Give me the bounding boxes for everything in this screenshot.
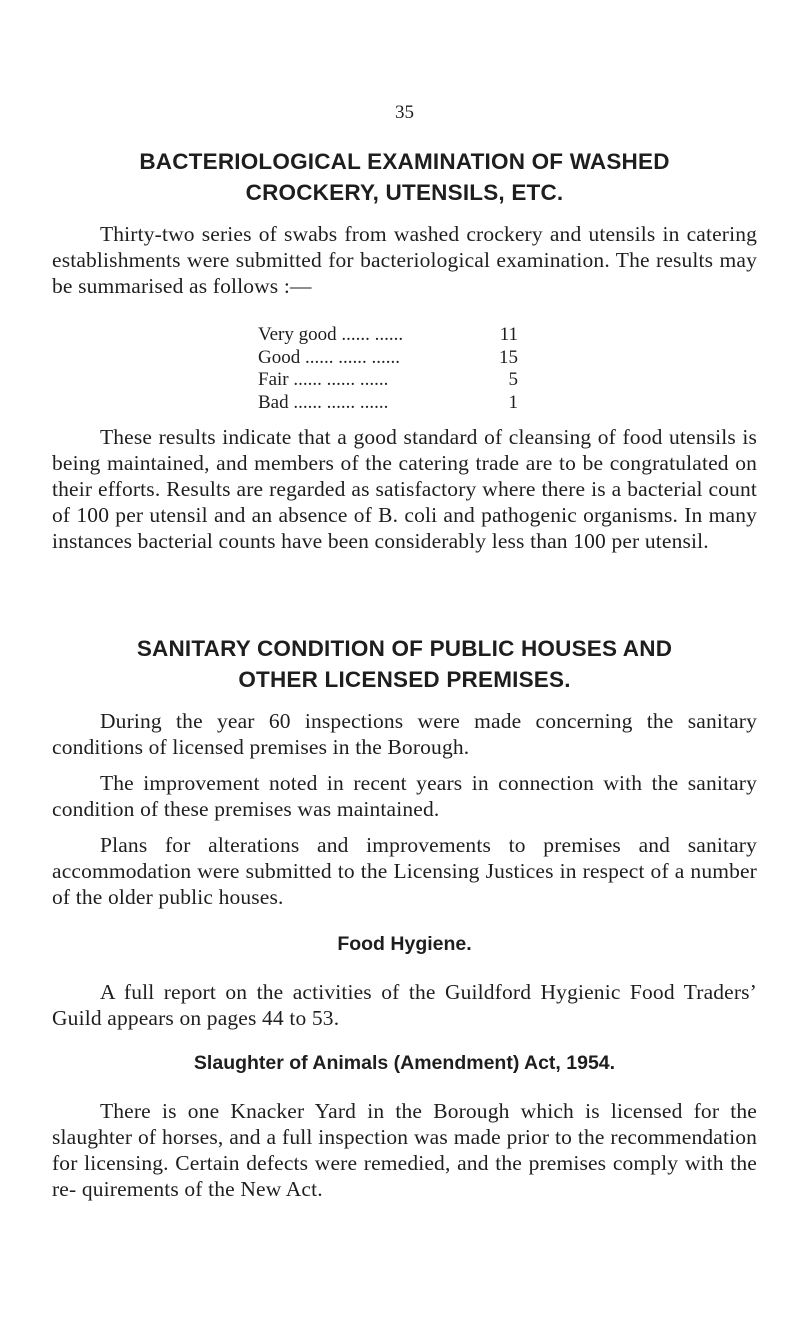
page-number: 35 [395,102,414,123]
conclusion-paragraph: These results indicate that a good standard of cleansing of food utensils is being maintained, and members of the catering trade are to be congratulated on their efforts. Results are regarded as satisfactory where there is a bacterial count of 100 per utensil and an absence of B. coli and pathogenic organisms. In many instances bacterial counts have been considerably less than 100 per utensil. [52,425,757,553]
result-value: 5 [508,369,518,390]
food-hygiene-paragraph: A full report on the activities of the Guildford Hygienic Food Traders’ Guild appears on pages 44 to 53. [52,980,757,1030]
result-row-good [258,347,518,370]
heading-line-1: BACTERIOLOGICAL EXAMINATION OF WASHED [139,149,670,174]
improvement-paragraph: The improvement noted in recent years in connection with the sanitary condition of these premises was maintained. [52,771,757,821]
inspections-paragraph: During the year 60 inspections were made concerning the sanitary conditions of licensed premises in the Borough. [52,709,757,759]
result-value: 11 [499,324,518,345]
heading-line-2: CROCKERY, UTENSILS, ETC. [245,180,564,205]
result-value: 1 [508,391,518,413]
slaughter-act-heading: Slaughter of Animals (Amendment) Act, 1954. [193,1052,616,1074]
plans-paragraph: Plans for alterations and improvements to premises and sanitary accommodation were submitted to the Licensing Justices in respect of a number of the older public houses. [52,833,757,909]
result-label: Good ...... ...... ...... [258,346,400,368]
result-label: Very good ...... ...... [258,324,404,345]
result-row-fair [258,369,518,392]
result-row-bad [258,392,518,415]
section-heading-sanitary [52,633,757,695]
result-row-very-good [258,324,518,347]
result-label: Bad ...... ...... ...... [258,391,389,413]
results-list [258,324,518,414]
result-value: 15 [499,346,518,368]
heading-line-1: SANITARY CONDITION OF PUBLIC HOUSES AND [136,636,673,661]
heading-line-2: OTHER LICENSED PREMISES. [238,667,571,692]
section-heading-bacteriological [52,146,757,208]
food-hygiene-heading: Food Hygiene. [337,933,472,955]
intro-paragraph: Thirty-two series of swabs from washed crockery and utensils in catering establishments were submitted for bacteriological examination. The results may be summarised as follows :— [52,222,757,298]
knacker-yard-paragraph: There is one Knacker Yard in the Borough which is licensed for the slaughter of horses, and a full inspection was made prior to the recommendation for licensing. Certain defects were remedied, and the premises comply with the re- quirements of the New Act. [52,1099,757,1201]
result-label: Fair ...... ...... ...... [258,369,389,390]
